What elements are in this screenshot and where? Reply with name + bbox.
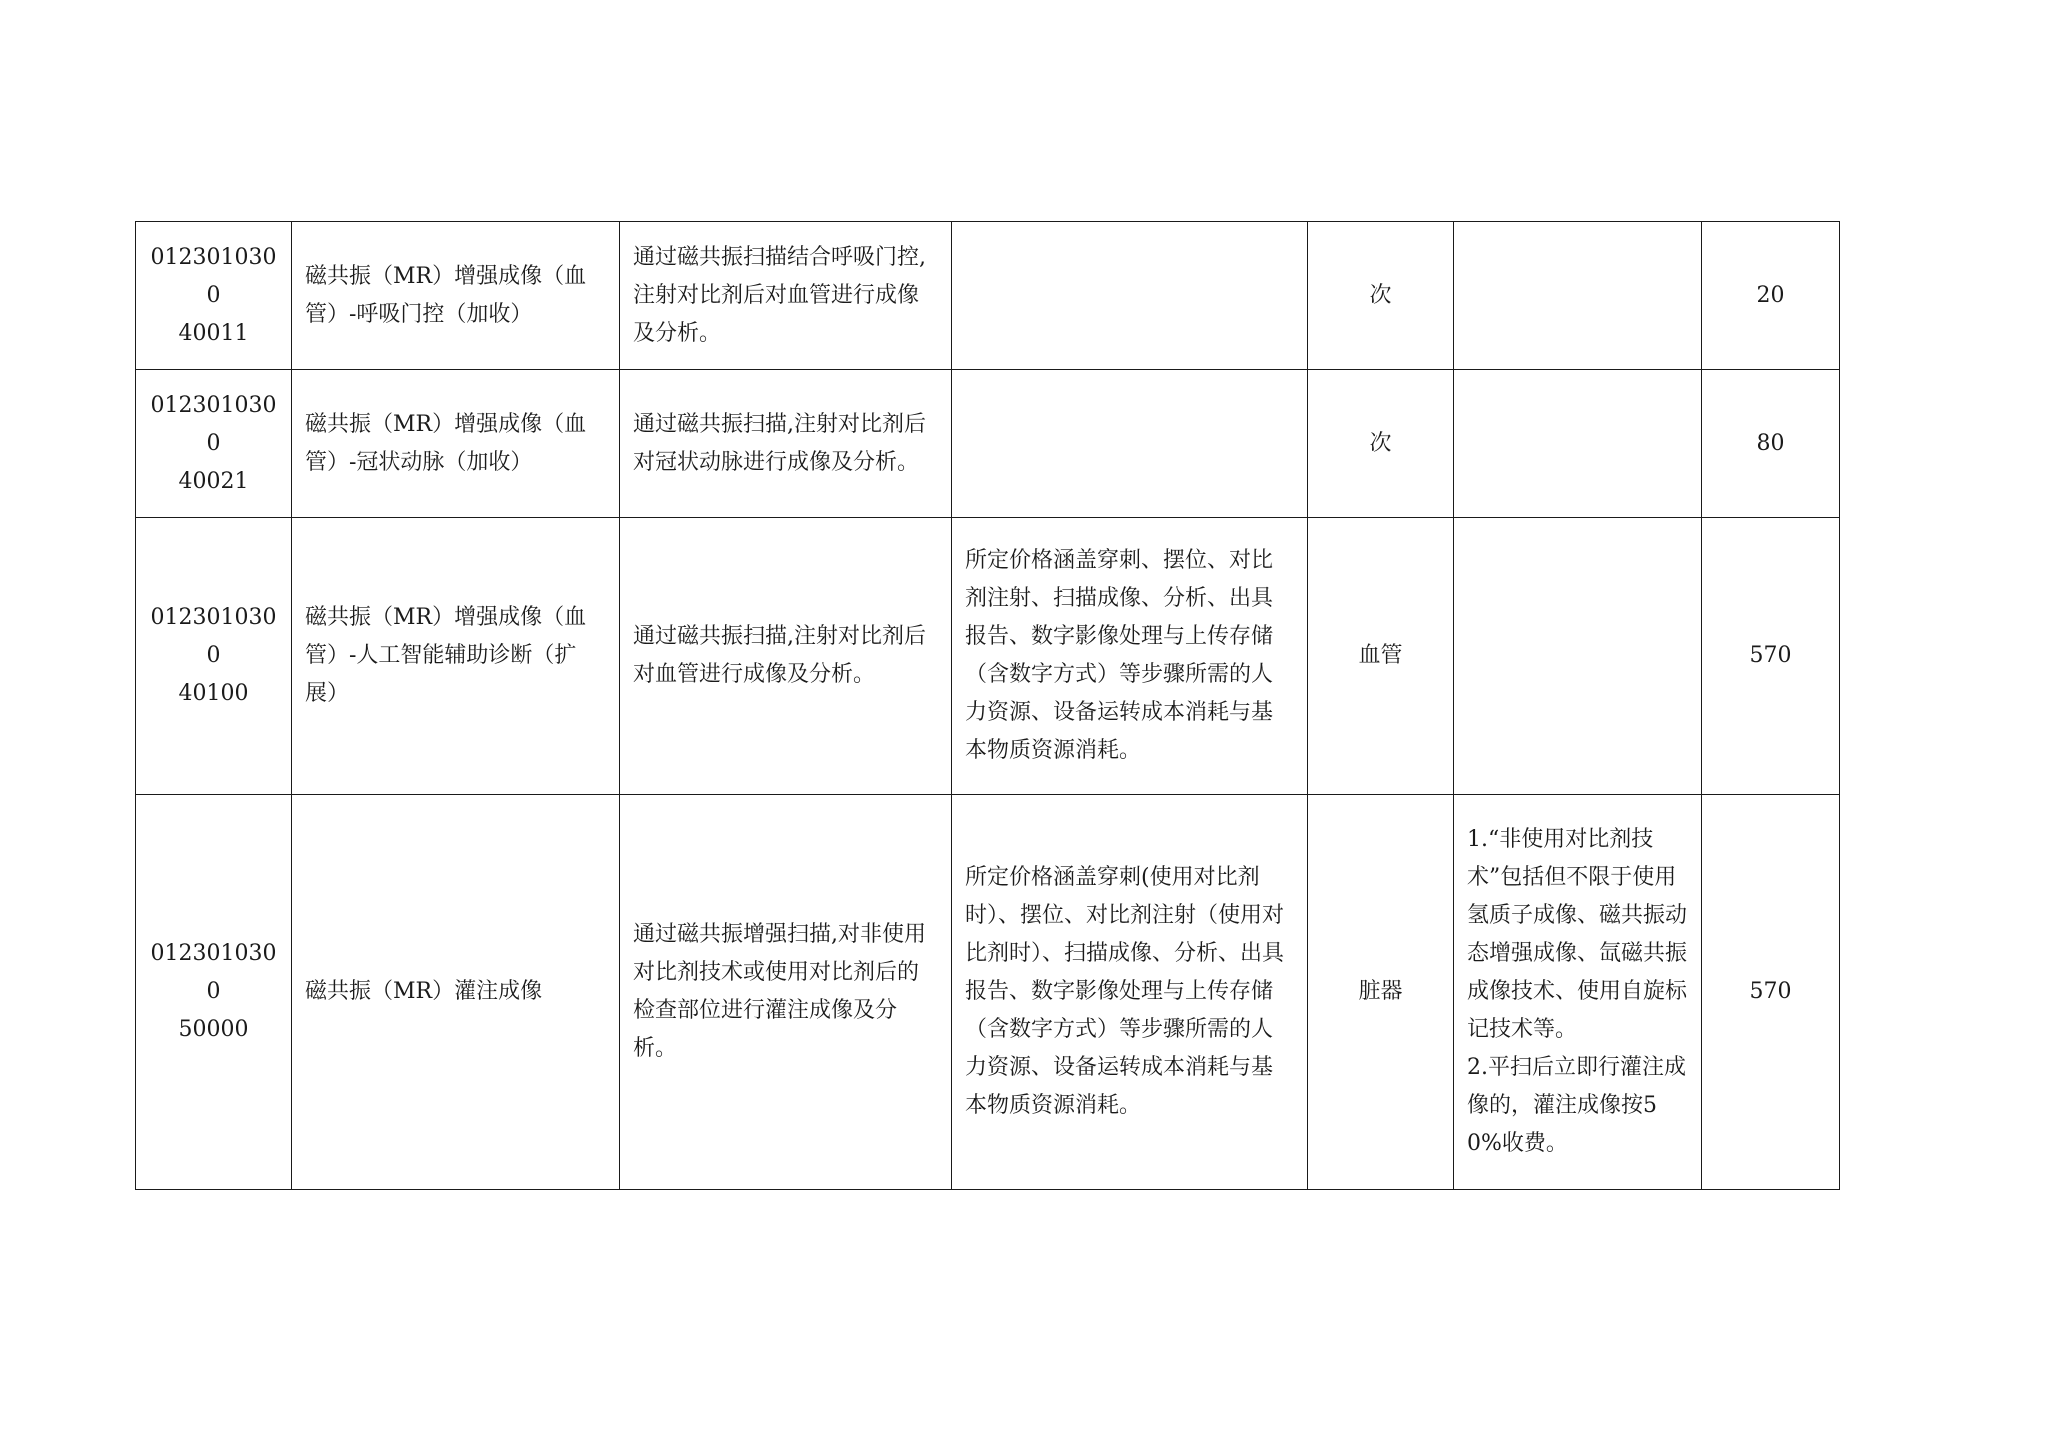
item-unit-cell: 血管: [1308, 518, 1454, 795]
item-price-cell: 570: [1702, 795, 1840, 1190]
item-code-part: 0123010300: [150, 392, 277, 456]
item-note: 2.平扫后立即行灌注成像的，灌注成像按50%收费。: [1467, 1055, 1686, 1156]
item-code-cell: [136, 795, 292, 1190]
item-notes-cell: [1454, 795, 1702, 1190]
item-description-cell: 通过磁共振扫描,注射对比剂后对冠状动脉进行成像及分析。: [620, 370, 952, 518]
item-code-part: 40011: [178, 320, 249, 346]
item-description-cell: 通过磁共振扫描,注射对比剂后对血管进行成像及分析。: [620, 518, 952, 795]
pricing-table: [135, 221, 1840, 1190]
item-code-cell: [136, 222, 292, 370]
item-name-cell: 磁共振（MR）增强成像（血管）-人工智能辅助诊断（扩展）: [292, 518, 620, 795]
item-code-cell: [136, 518, 292, 795]
item-scope-cell: [952, 222, 1308, 370]
item-scope-cell: 所定价格涵盖穿刺(使用对比剂时）、摆位、对比剂注射（使用对比剂时）、扫描成像、分析、出具报告、数字影像处理与上传存储（含数字方式）等步骤所需的人力资源、设备运转成本消耗与基本物质资源消耗。: [952, 795, 1308, 1190]
table-row: [136, 795, 1840, 1190]
item-notes-cell: [1454, 518, 1702, 795]
item-note: 1.“非使用对比剂技术”包括但不限于使用氢质子成像、磁共振动态增强成像、氙磁共振成像技术、使用自旋标记技术等。: [1467, 827, 1688, 1042]
item-code-part: 50000: [178, 1017, 249, 1042]
item-code-part: 40100: [178, 681, 249, 706]
item-code-part: 40021: [178, 468, 249, 494]
item-unit-cell: 次: [1308, 222, 1454, 370]
item-notes-cell: [1454, 370, 1702, 518]
item-code-cell: [136, 370, 292, 518]
item-scope-cell: [952, 370, 1308, 518]
table-row: [136, 518, 1840, 795]
item-name-cell: 磁共振（MR）增强成像（血管）-呼吸门控（加收）: [292, 222, 620, 370]
item-name-cell: 磁共振（MR）增强成像（血管）-冠状动脉（加收）: [292, 370, 620, 518]
item-price-cell: 20: [1702, 222, 1840, 370]
item-code-part: 0123010300: [150, 941, 277, 1004]
item-unit-cell: 脏器: [1308, 795, 1454, 1190]
item-scope-cell: 所定价格涵盖穿刺、摆位、对比剂注射、扫描成像、分析、出具报告、数字影像处理与上传存储（含数字方式）等步骤所需的人力资源、设备运转成本消耗与基本物质资源消耗。: [952, 518, 1308, 795]
item-notes-cell: [1454, 222, 1702, 370]
item-code-part: 0123010300: [150, 244, 277, 308]
item-unit-cell: 次: [1308, 370, 1454, 518]
table-row: [136, 370, 1840, 518]
item-price-cell: 570: [1702, 518, 1840, 795]
item-description-cell: 通过磁共振增强扫描,对非使用对比剂技术或使用对比剂后的检查部位进行灌注成像及分析。: [620, 795, 952, 1190]
table-row: [136, 222, 1840, 370]
item-description-cell: 通过磁共振扫描结合呼吸门控,注射对比剂后对血管进行成像及分析。: [620, 222, 952, 370]
item-name-cell: 磁共振（MR）灌注成像: [292, 795, 620, 1190]
item-code-part: 0123010300: [150, 605, 277, 668]
item-price-cell: 80: [1702, 370, 1840, 518]
